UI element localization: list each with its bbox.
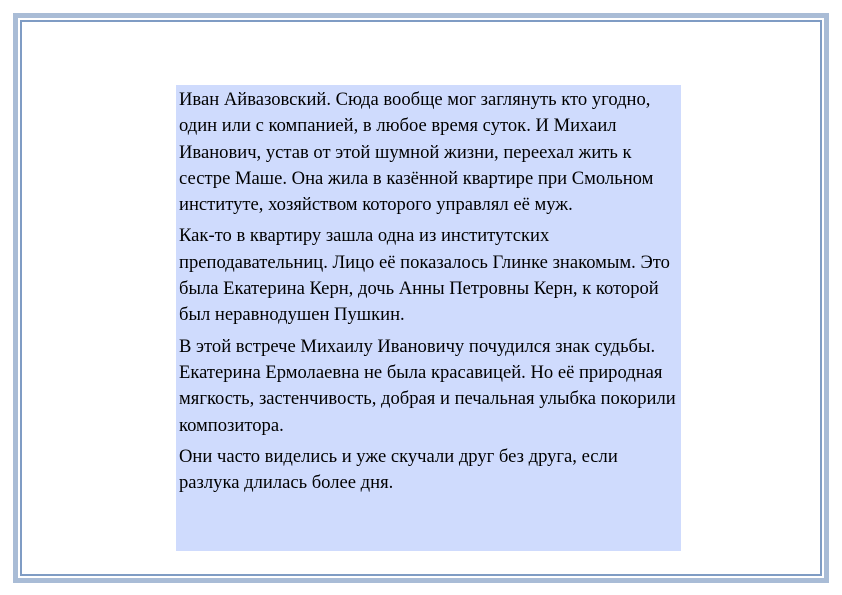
paragraph-1: Иван Айвазовский. Сюда вообще мог заглянуть кто угодно, один или с компанией, в любое время суток. И Михаил Иванович, устав от этой шумной жизни, переехал жить к сестре Маше. Она жила в казённой квартире при Смольном институте, хозяйством которого управлял её муж.: [179, 89, 654, 216]
paragraph-3: В этой встрече Михаилу Ивановичу почудился знак судьбы. Екатерина Ермолаевна не была красавицей. Но её природная мягкость, застенчивость, добрая и печальная улыбка покорили композитора.: [179, 335, 676, 436]
paragraph-4: Они часто виделись и уже скучали друг без друга, если разлука длилась более дня.: [179, 445, 618, 494]
paragraph-2: Как-то в квартиру зашла одна из институтских преподавательниц. Лицо её показалось Глинке знакомым. Это была Екатерина Керн, дочь Анны Петровны Керн, к которой был неравнодушен Пушкин.: [179, 225, 670, 326]
text-block: [176, 85, 681, 551]
